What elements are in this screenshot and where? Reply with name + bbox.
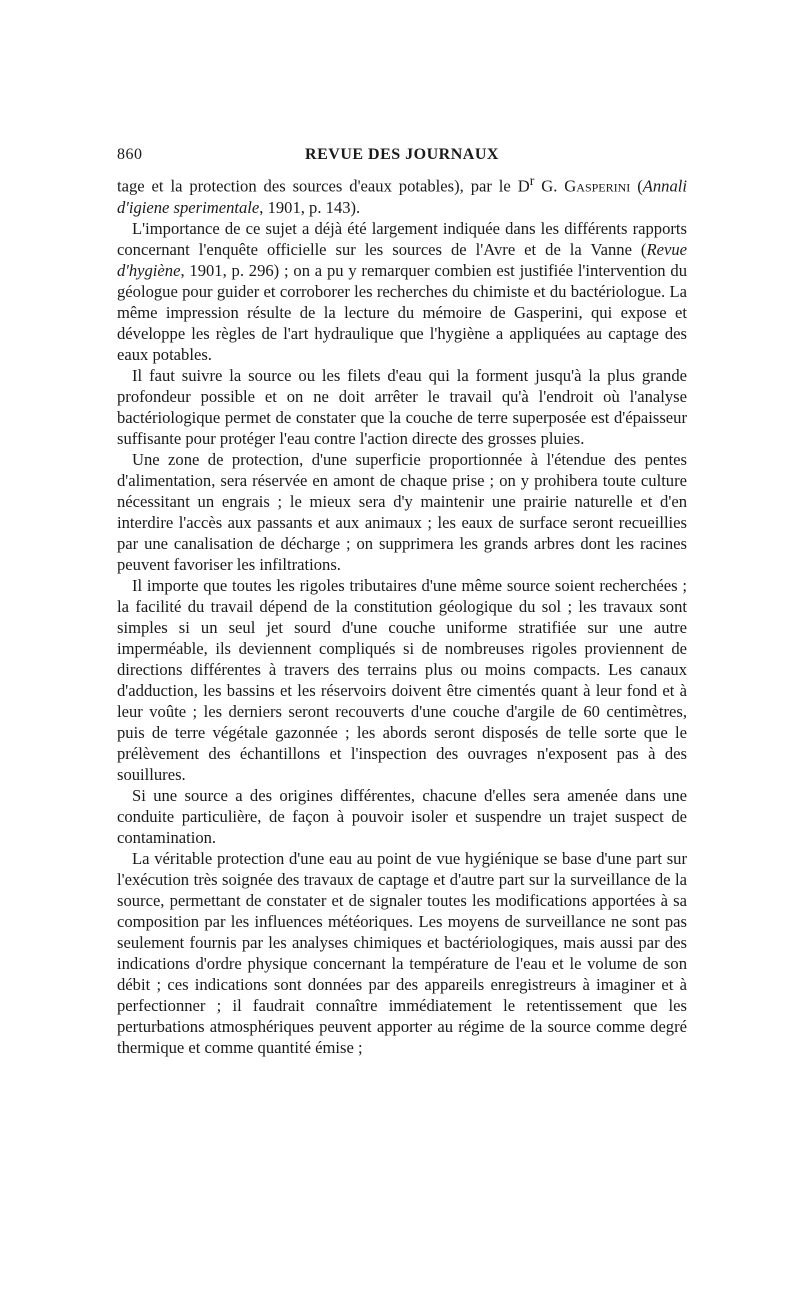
p2-text-b: , 1901, p. 296) ; on a pu y remarquer combien est justifiée l'intervention du géologue pour guider et corroborer les recherches du chimiste et du bactériologue. La même impression résulte de la lecture du mémoire de Gasperini, qui expose et développe les règles de l'art hydraulique que l'hygiène a appliquées au captage des eaux potables. bbox=[117, 260, 687, 364]
p1-text-d: , 1901, p. 143). bbox=[259, 197, 361, 217]
running-title: REVUE DES JOURNAUX bbox=[305, 146, 499, 163]
running-header bbox=[117, 146, 687, 170]
paragraph-4: Une zone de protection, d'une superficie proportionnée à l'étendue des pentes d'alimentation, sera réservée en amont de chaque prise ; on y prohibera toute culture nécessitant un engrais ; le mieux sera d'y maintenir une prairie naturelle et d'en interdire l'accès aux passants et aux animaux ; les eaux de surface seront recueillies par une canalisation de décharge ; on supprimera les grands arbres dont les racines peuvent favoriser les infiltrations. bbox=[117, 449, 687, 574]
p2-text-a: L'importance de ce sujet a déjà été largement indiquée dans les différents rapports concernant l'enquête officielle sur les sources de l'Avre et de la Vanne ( bbox=[117, 218, 687, 259]
journal-page bbox=[117, 146, 687, 1058]
p1-text-a: tage et la protection des sources d'eaux potables), par le D bbox=[117, 176, 530, 196]
p1-sup: r bbox=[529, 173, 535, 188]
p1-text-b: G. bbox=[534, 176, 565, 196]
paragraph-2 bbox=[117, 218, 687, 365]
author-name: Gasperini bbox=[564, 176, 631, 196]
paragraph-1 bbox=[117, 170, 687, 218]
page-number: 860 bbox=[117, 146, 143, 163]
journal-title: Annali d'igiene sperimentale bbox=[117, 176, 687, 217]
paragraph-3: Il faut suivre la source ou les filets d'eau qui la forment jusqu'à la plus grande profondeur possible et on ne doit arrêter le travail qu'à l'endroit où l'analyse bactériologique permet de constater que la couche de terre superposée est d'épaisseur suffisante pour protéger l'eau contre l'action directe des grosses pluies. bbox=[117, 365, 687, 448]
article-body bbox=[117, 170, 687, 1058]
paragraph-7: La véritable protection d'une eau au point de vue hygiénique se base d'une part sur l'exécution très soignée des travaux de captage et d'autre part sur la surveillance de la source, permettant de constater et de signaler toutes les modifications apportées à sa composition par les influences météoriques. Les moyens de surveillance ne sont pas seulement fournis par les analyses chimiques et bactériologiques, mais aussi par des indications d'ordre physique concernant la température de l'eau et le volume de son débit ; ces indications sont données par des appareils enregistreurs à imaginer et à perfectionner ; il faudrait connaître immédiatement le retentissement que les perturbations atmosphériques peuvent apporter au régime de la source comme degré thermique et comme quantité émise ; bbox=[117, 848, 687, 1057]
revue-title: Revue d'hygiène bbox=[117, 239, 687, 280]
paragraph-6: Si une source a des origines différentes, chacune d'elles sera amenée dans une conduite particulière, de façon à pouvoir isoler et suspendre un trajet suspect de contamination. bbox=[117, 785, 687, 847]
p1-text-c: ( bbox=[630, 176, 643, 196]
paragraph-5: Il importe que toutes les rigoles tributaires d'une même source soient recherchées ; la facilité du travail dépend de la constitution géologique du sol ; les travaux sont simples si un seul jet sourd d'une couche uniforme stratifiée sur une autre imperméable, ils deviennent compliqués si de nombreuses rigoles proviennent de directions différentes à travers des terrains plus ou moins compacts. Les canaux d'adduction, les bassins et les réservoirs doivent être cimentés quant à leur fond et à leur voûte ; les derniers seront recouverts d'une couche d'argile de 60 centimètres, puis de terre végétale gazonnée ; les abords seront disposés de telle sorte que le prélèvement des échantillons et l'inspection des ouvrages n'exposent pas à des souillures. bbox=[117, 575, 687, 784]
